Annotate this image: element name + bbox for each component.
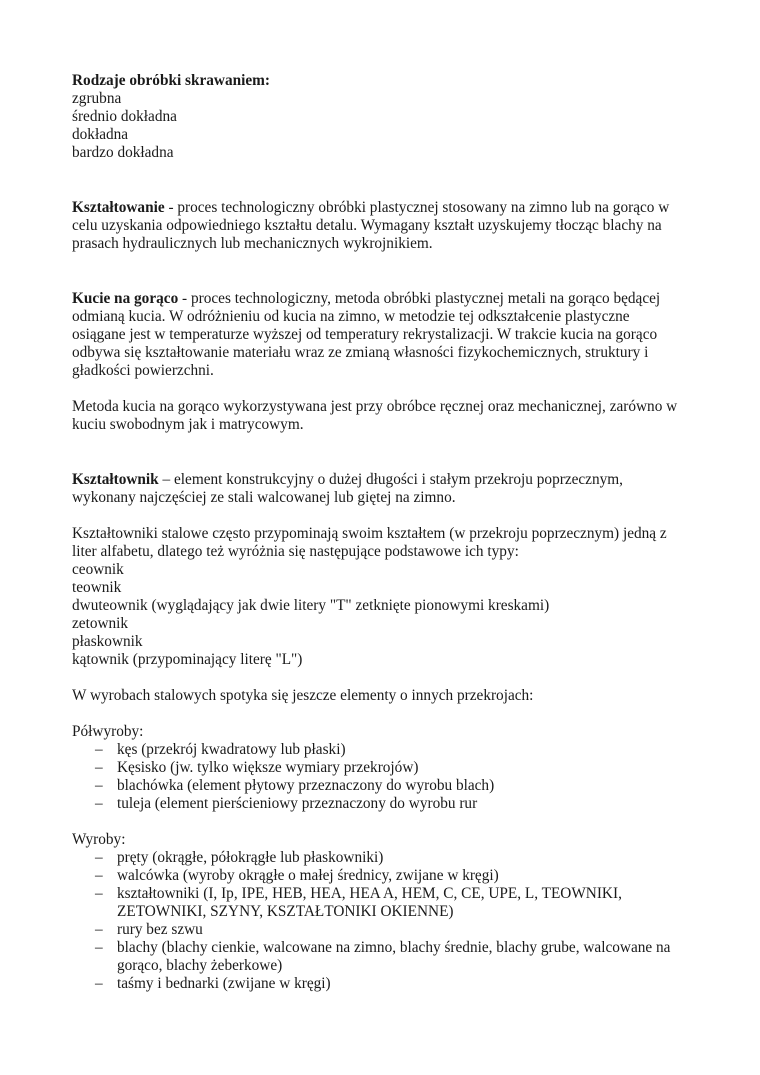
dash-bullet-icon: – xyxy=(95,849,103,866)
definition-text: proces technologiczny obróbki plastycznej stosowany na zimno lub na gorąco w xyxy=(177,199,670,216)
list-item: – pręty (okrągłe, półokrągłe lub płaskowniki) xyxy=(95,849,384,866)
paragraph-line: Kształtowniki stalowe często przypominają swoim kształtem (w przekroju poprzecznym) jedną z xyxy=(72,525,667,542)
type-item: płaskownik xyxy=(72,633,143,650)
paragraph-line: wykonany najczęściej ze stali walcowanej lub giętej na zimno. xyxy=(72,489,456,506)
type-item: dwuteownik (wyglądający jak dwie litery "T" zetknięte pionowymi kreskami) xyxy=(72,597,550,614)
dash-bullet-icon: – xyxy=(95,975,103,992)
paragraph-line: odmianą kucia. W odróżnieniu od kucia na zimno, w metodzie tej odkształcenie plastyczne xyxy=(72,308,630,325)
section-kucie-na-goraco xyxy=(72,290,692,434)
paragraph-line: gładkości powierzchni. xyxy=(72,362,214,379)
list-item: – blachy (blachy cienkie, walcowane na zimno, blachy średnie, blachy grube, walcowane na gorąco, blachy żeberkowe) xyxy=(95,939,671,974)
list-item: – blachówka (element płytowy przeznaczony do wyrobu blach) xyxy=(95,777,495,794)
semi-products-list xyxy=(72,741,692,813)
list-item: – kęs (przekrój kwadratowy lub płaski) xyxy=(95,741,346,758)
type-item: ceownik xyxy=(72,561,124,578)
definition-text: proces technologiczny, metoda obróbki plastycznej metali na gorąco będącej xyxy=(190,290,661,307)
term: Kształtownik xyxy=(72,471,159,488)
section-heading: Rodzaje obróbki skrawaniem: xyxy=(72,72,271,89)
dash-bullet-icon: – xyxy=(95,885,103,902)
paragraph-line xyxy=(72,471,692,489)
paragraph-line xyxy=(72,290,692,308)
paragraph-line: Metoda kucia na gorąco wykorzystywana jest przy obróbce ręcznej oraz mechanicznej, zarówno w xyxy=(72,398,678,415)
type-item: kątownik (przypominający literę "L") xyxy=(72,651,303,668)
term: Kształtowanie xyxy=(72,199,165,216)
list-item: – walcówka (wyroby okrągłe o małej średnicy, zwijane w kręgi) xyxy=(95,867,499,884)
paragraph-line: prasach hydraulicznych lub mechanicznych wykrojnikiem. xyxy=(72,235,433,252)
paragraph-line: celu uzyskania odpowiedniego kształtu detalu. Wymagany kształt uzyskujemy tłocząc blachy na xyxy=(72,217,662,234)
list-item: – rury bez szwu xyxy=(95,921,203,938)
list-item: średnio dokładna xyxy=(72,108,177,125)
separator: - xyxy=(178,290,191,307)
list-item: – tuleja (element pierścieniowy przeznaczony do wyrobu rur xyxy=(95,795,478,812)
paragraph-line xyxy=(72,199,692,217)
list-item: – taśmy i bednarki (zwijane w kręgi) xyxy=(95,975,331,992)
subheading-polwyroby: Półwyroby: xyxy=(72,723,144,740)
section-ksztaltowanie xyxy=(72,199,692,253)
dash-bullet-icon: – xyxy=(95,921,103,938)
dash-bullet-icon: – xyxy=(95,741,103,758)
list-item: zgrubna xyxy=(72,90,122,107)
section-ksztaltownik xyxy=(72,471,692,993)
list-item: bardzo dokładna xyxy=(72,144,174,161)
dash-bullet-icon: – xyxy=(95,759,103,776)
products-list xyxy=(72,849,692,993)
paragraph-line: odbywa się kształtowanie materiału wraz ze zmianą własności fizykochemicznych, struktury i xyxy=(72,344,649,361)
separator: - xyxy=(164,199,178,216)
term: Kucie na gorąco xyxy=(72,290,179,307)
paragraph-line: W wyrobach stalowych spotyka się jeszcze elementy o innych przekrojach: xyxy=(72,687,534,704)
paragraph-line: kuciu swobodnym jak i matrycowym. xyxy=(72,416,304,433)
list-item: dokładna xyxy=(72,126,129,143)
list-item: – kształtowniki (I, Ip, IPE, HEB, HEA, HEA A, HEM, C, CE, UPE, L, TEOWNIKI, ZETOWNIKI, SZYNY, KSZTAŁTONIKI OKIENNE) xyxy=(95,885,622,920)
dash-bullet-icon: – xyxy=(95,777,103,794)
type-item: teownik xyxy=(72,579,122,596)
list-item: – Kęsisko (jw. tylko większe wymiary przekrojów) xyxy=(95,759,419,776)
document-page xyxy=(72,72,692,993)
definition-text: element konstrukcyjny o dużej długości i stałym przekroju poprzecznym, xyxy=(173,471,623,488)
dash-bullet-icon: – xyxy=(95,795,103,812)
type-item: zetownik xyxy=(72,615,129,632)
dash-bullet-icon: – xyxy=(95,867,103,884)
subheading-wyroby: Wyroby: xyxy=(72,831,126,848)
paragraph-line: osiągane jest w temperaturze wyższej od temperatury rekrystalizacji. W trakcie kucia na gorąco xyxy=(72,326,658,343)
separator: – xyxy=(158,471,174,488)
section-obrobka-skrawaniem xyxy=(72,72,692,162)
paragraph-line: liter alfabetu, dlatego też wyróżnia się następujące podstawowe ich typy: xyxy=(72,543,519,560)
dash-bullet-icon: – xyxy=(95,939,103,956)
